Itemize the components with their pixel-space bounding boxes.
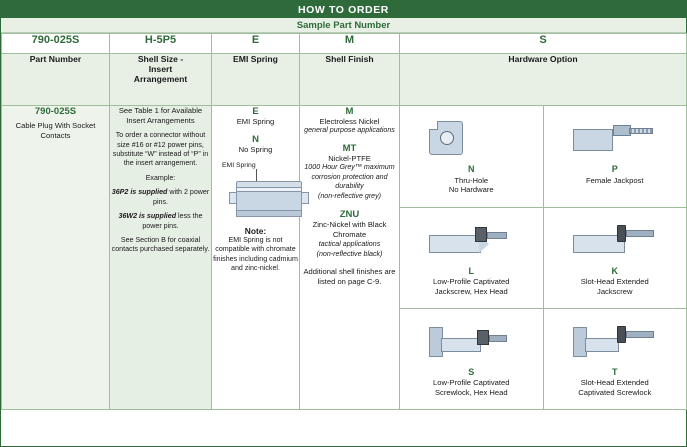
cell-shell-size-insert-arrangement	[110, 106, 212, 410]
sample-segment-part-number: 790-025S	[2, 34, 110, 54]
hardware-caption-k: Slot-Head Extended Jackscrew	[580, 277, 649, 296]
sample-part-number-heading: Sample Part Number	[1, 18, 686, 33]
emi-note-title: Note:	[244, 226, 267, 236]
shell-size-example-2-text: less the power pins.	[142, 212, 203, 230]
column-header-shell-size: Shell Size - Insert Arrangement	[110, 54, 212, 106]
hardware-code-t: T	[612, 366, 618, 377]
page-title: HOW TO ORDER	[1, 1, 686, 18]
shell-size-line-3: Example:	[145, 173, 176, 182]
hardware-code-n: N	[468, 164, 475, 174]
sample-segment-hardware-option: S	[400, 34, 687, 54]
hardware-art-low-profile-screwlock	[402, 312, 541, 368]
emi-option-label-n: No Spring	[238, 145, 273, 154]
cell-emi-spring	[212, 106, 300, 410]
shell-size-line-1: See Table 1 for Available Insert Arrangements	[118, 106, 203, 126]
shell-finish-name-m: Electroless Nickel	[319, 117, 380, 126]
shell-finish-detail-znu: tactical applications	[318, 240, 381, 249]
emi-option-label-e: EMI Spring	[236, 117, 275, 126]
hardware-art-slot-head-screwlock	[546, 312, 685, 368]
hardware-caption-p: Female Jackpost	[586, 175, 644, 185]
column-header-part-number-label: Part Number	[29, 54, 82, 64]
content-row	[2, 106, 687, 410]
column-header-emi-spring-label: EMI Spring	[233, 54, 278, 64]
column-header-part-number	[2, 54, 110, 106]
cell-shell-finish	[300, 106, 400, 410]
sample-segment-emi-spring: E	[212, 34, 300, 54]
shell-finish-detail-m: general purpose applications	[304, 126, 395, 134]
shell-size-footer: See Section B for coaxial contacts purchased separately.	[111, 235, 210, 254]
emi-option-code-n: N	[252, 134, 259, 145]
shell-size-example-1-text: with 2 power pins.	[153, 188, 210, 206]
hardware-option-k	[543, 207, 686, 308]
cell-hardware-option	[400, 106, 687, 410]
shell-size-line-2: To order a connector without size #16 or #12 power pins, substitute “W” instead of “P” in the insert arrangement.	[112, 131, 209, 168]
hardware-option-t	[543, 308, 686, 409]
hardware-caption-l: Low-Profile Captivated Jackscrew, Hex Head	[433, 277, 510, 296]
shell-size-example-1-code: 36P2 is supplied	[111, 188, 168, 197]
emi-spring-illustration	[212, 162, 299, 224]
shell-finish-name-mt: Nickel-PTFE	[328, 154, 371, 164]
hardware-caption-n: Thru-Hole No Hardware	[448, 175, 494, 195]
column-header-emi-spring	[212, 54, 300, 106]
shell-size-example-2-code: 36W2 is supplied	[118, 212, 177, 221]
hardware-code-k: K	[611, 265, 618, 276]
shell-finish-detail2-znu: (non-reflective black)	[316, 249, 383, 258]
hardware-caption-t: Slot-Head Extended Captivated Screwlock	[578, 378, 652, 397]
shell-finish-footer: Additional shell finishes are listed on page C-9.	[303, 267, 396, 287]
shell-finish-name-znu: Zinc-Nickel with Black Chromate	[312, 220, 387, 240]
column-header-shell-finish-label: Shell Finish	[325, 54, 374, 64]
cell-part-number	[2, 106, 110, 410]
hardware-code-l: L	[468, 265, 474, 276]
emi-spring-drawing	[236, 181, 302, 217]
part-number-description: Cable Plug With Socket Contacts	[15, 121, 96, 141]
hardware-code-s: S	[468, 366, 475, 377]
sample-part-number-row	[2, 34, 687, 54]
shell-finish-code-mt: MT	[342, 143, 357, 155]
hardware-option-n	[400, 106, 543, 207]
hardware-art-female-jackpost	[546, 109, 685, 165]
emi-spring-art-label: EMI Spring	[222, 162, 256, 169]
shell-finish-code-znu: ZNU	[339, 209, 360, 221]
how-to-order-table	[1, 33, 687, 410]
emi-option-code-e: E	[252, 106, 259, 117]
column-header-shell-finish	[300, 54, 400, 106]
hardware-code-p: P	[611, 164, 618, 174]
shell-finish-code-m: M	[345, 106, 354, 117]
hardware-option-l	[400, 207, 543, 308]
hardware-art-low-profile-jackscrew	[402, 211, 541, 267]
hardware-caption-s: Low-Profile Captivated Screwlock, Hex Head	[433, 378, 510, 397]
sample-segment-shell-size: H-5P5	[110, 34, 212, 54]
column-header-hardware-option	[400, 54, 687, 106]
hardware-art-thru-hole	[402, 109, 541, 165]
hardware-option-grid	[400, 106, 686, 409]
sample-segment-shell-finish: M	[300, 34, 400, 54]
hardware-art-slot-head-jackscrew	[546, 211, 685, 267]
part-number-code: 790-025S	[34, 106, 77, 117]
emi-note-body: EMI Spring is not compatible with chromate finishes including cadmium and zinc-nickel.	[213, 236, 298, 273]
column-header-hardware-option-label: Hardware Option	[508, 54, 578, 64]
hardware-option-p	[543, 106, 686, 207]
column-header-row	[2, 54, 687, 106]
shell-finish-detail-mt: 1000 Hour Grey™ maximum corrosion protection and durability	[304, 163, 395, 191]
hardware-option-s	[400, 308, 543, 409]
shell-finish-detail2-mt: (non-reflective grey)	[317, 191, 382, 200]
